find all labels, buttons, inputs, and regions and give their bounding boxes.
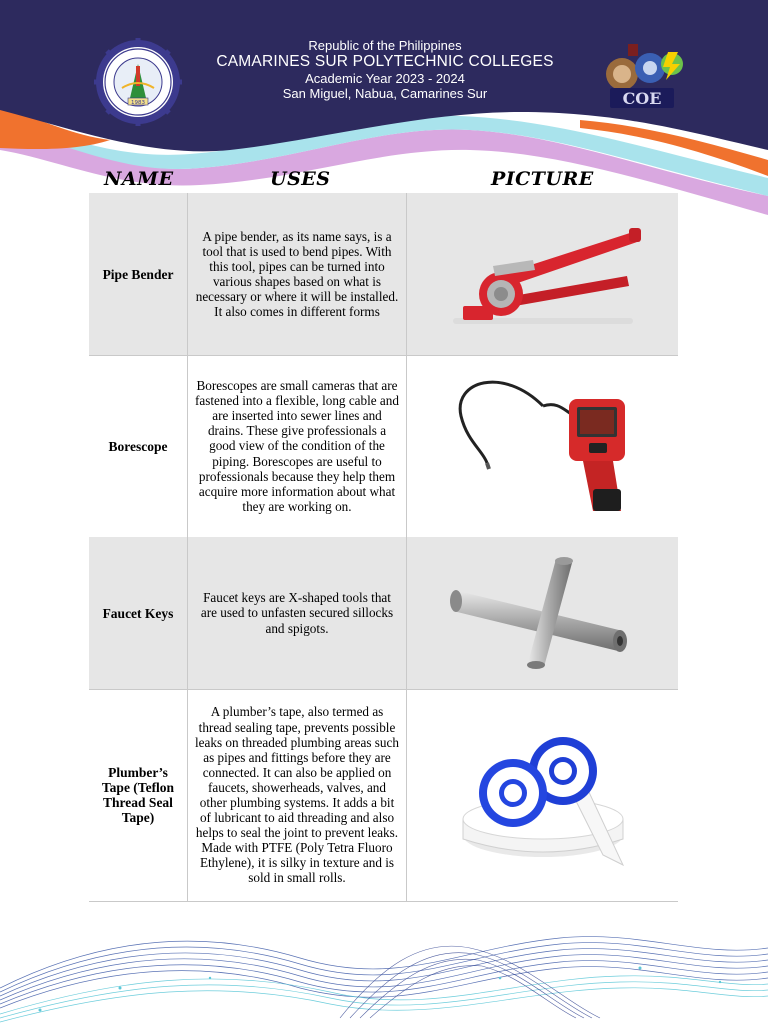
tool-name: Plumber’s Tape (Teflon Thread Seal Tape) — [101, 765, 175, 825]
column-heading-uses: USES — [270, 168, 331, 190]
tool-uses: Faucet keys are X-shaped tools that are used to unfasten secured sillocks and spigots. — [187, 537, 407, 689]
institution-header — [180, 38, 590, 101]
tool-name: Pipe Bender — [102, 266, 174, 282]
plumbers-tape-image — [453, 715, 633, 875]
tool-picture — [407, 355, 678, 537]
seal-year-text: 1983 — [131, 100, 145, 106]
footer-wave-decoration — [0, 918, 768, 1024]
tool-uses: Borescopes are small cameras that are fastened into a flexible, long cable and are inserted into sewer lines and drains. These give professionals a good view of the condition of the piping. Borescopes are useful to professionals because they help them acquire more information about what they are working on. — [187, 355, 407, 537]
column-heading-name: NAME — [104, 168, 174, 190]
header-academic-year: Academic Year 2023 - 2024 — [305, 71, 465, 86]
borescope-image — [443, 371, 643, 521]
faucet-keys-image — [448, 553, 638, 673]
college-seal-logo — [94, 38, 182, 126]
table-row — [89, 689, 678, 902]
coe-logo — [600, 38, 690, 112]
tool-name: Faucet Keys — [102, 605, 174, 621]
table-row — [89, 355, 678, 538]
table-row — [89, 193, 678, 356]
tool-picture — [407, 689, 678, 901]
table-row — [89, 537, 678, 690]
header-address: San Miguel, Nabua, Camarines Sur — [282, 86, 488, 101]
coe-logo-text: COE — [622, 89, 662, 108]
tool-uses: A pipe bender, as its name says, is a tool that is used to bend pipes. With this tool, pipes can be turned into various shapes based on what is necessary or where it will be installed. It also comes in different forms — [187, 193, 407, 355]
header-college-name: CAMARINES SUR POLYTECHNIC COLLEGES — [216, 53, 554, 70]
tool-uses: A plumber’s tape, also termed as thread sealing tape, prevents possible leaks on threaded plumbing areas such as pipes and fittings before they are connected. It can also be applied on faucets, showerheads, valves, and other plumbing systems. It adds a bit of lubricant to aid threading and also helps to seal the joint to prevent leaks. Made with PTFE (Poly Tetra Fluoro Ethylene), it is silky in texture and is sold in small rolls. — [187, 689, 407, 901]
table-column-headings — [0, 168, 768, 194]
pipe-bender-image — [443, 214, 643, 334]
column-heading-picture: PICTURE — [491, 168, 594, 190]
tool-name: Borescope — [108, 438, 168, 454]
tool-picture — [407, 537, 678, 689]
header-country: Republic of the Philippines — [308, 38, 462, 53]
tool-picture — [407, 193, 678, 355]
footer-waves — [0, 918, 768, 1024]
